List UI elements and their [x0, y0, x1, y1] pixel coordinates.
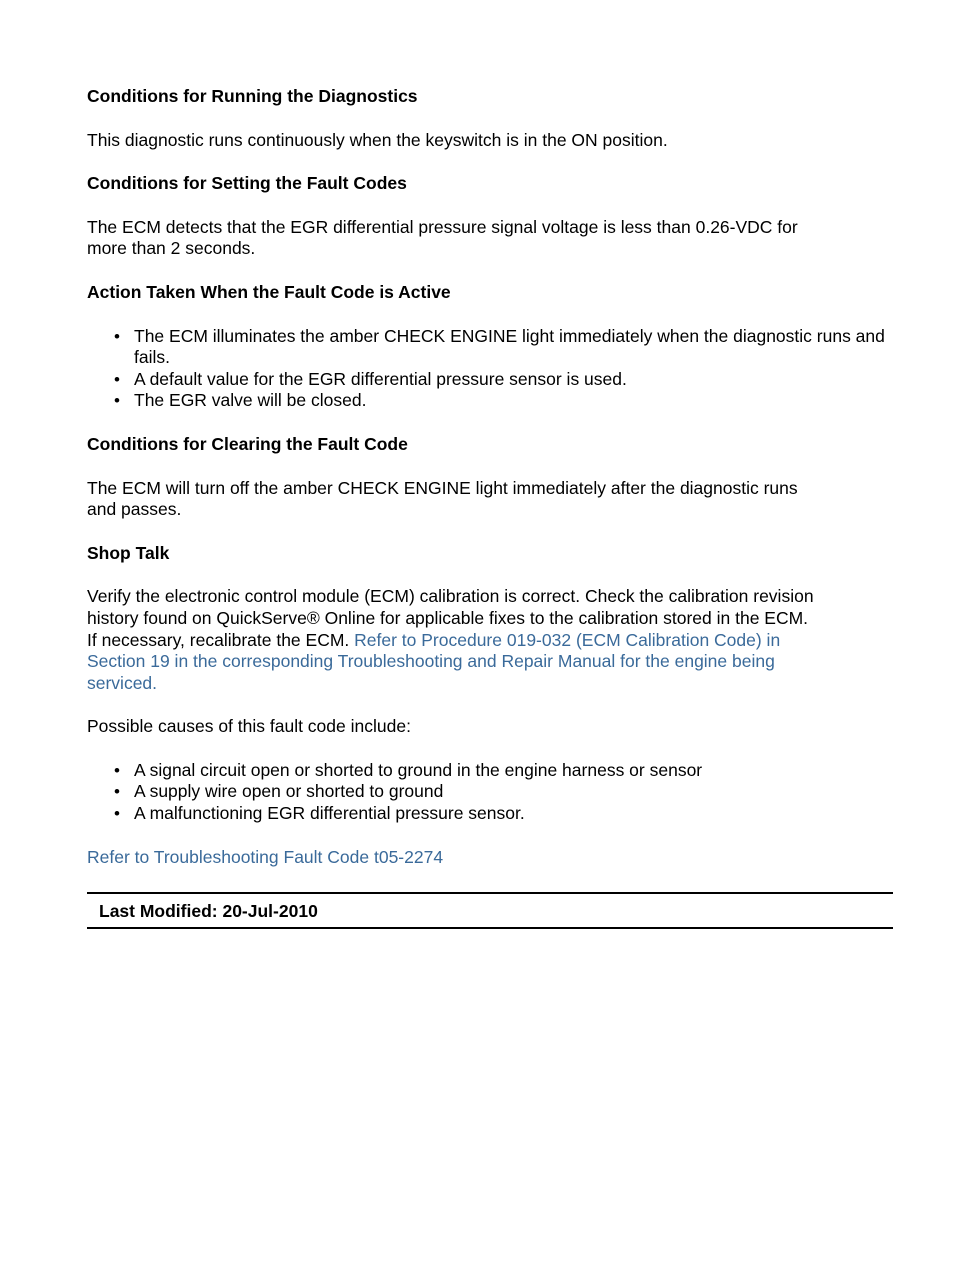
setting-fault-codes-text	[87, 217, 893, 260]
setting-line-2: more than 2 seconds.	[87, 238, 256, 259]
list-item	[134, 326, 894, 369]
fault-code-t05-2274-link[interactable]: Refer to Troubleshooting Fault Code t05-2274	[87, 846, 444, 867]
footer-top-divider	[87, 892, 893, 894]
heading-setting-fault-codes: Conditions for Setting the Fault Codes	[87, 173, 407, 194]
list-item	[134, 390, 893, 412]
link-text-part-3: serviced.	[87, 672, 158, 693]
shop-talk-line-1: Verify the electronic control module (ECM) calibration is correct. Check the calibration revision	[87, 586, 814, 607]
setting-line-1: The ECM detects that the EGR differential pressure signal voltage is less than 0.26-VDC for	[87, 216, 798, 237]
heading-action-taken: Action Taken When the Fault Code is Active	[87, 281, 451, 302]
list-item-text: A malfunctioning EGR differential pressure sensor.	[134, 803, 525, 824]
possible-causes-intro: Possible causes of this fault code include:	[87, 716, 411, 737]
list-item-text: The EGR valve will be closed.	[134, 390, 367, 411]
shop-talk-text	[87, 586, 893, 694]
list-item-text: A supply wire open or shorted to ground	[134, 781, 444, 802]
heading-shop-talk: Shop Talk	[87, 542, 170, 563]
list-item-text: The ECM illuminates the amber CHECK ENGINE light immediately when the diagnostic runs and fails.	[134, 325, 885, 368]
clearing-line-1: The ECM will turn off the amber CHECK ENGINE light immediately after the diagnostic runs	[87, 477, 798, 498]
clearing-fault-code-text	[87, 478, 893, 521]
footer-bottom-divider	[87, 927, 893, 929]
heading-clearing-fault-code: Conditions for Clearing the Fault Code	[87, 433, 408, 454]
document-body	[87, 86, 893, 868]
list-item	[134, 369, 893, 391]
shop-talk-line-2: history found on QuickServe® Online for applicable fixes to the calibration stored in the ECM.	[87, 607, 809, 628]
link-text-part-1: Refer to Procedure 019-032 (ECM Calibration Code) in	[354, 629, 781, 650]
causes-bullet-list	[87, 760, 893, 825]
list-item	[134, 760, 893, 782]
clearing-line-2: and passes.	[87, 499, 182, 520]
list-item-text: A signal circuit open or shorted to ground in the engine harness or sensor	[134, 759, 703, 780]
heading-running-diagnostics: Conditions for Running the Diagnostics	[87, 86, 418, 106]
list-item	[134, 803, 893, 825]
action-bullet-list	[87, 326, 893, 412]
troubleshooting-ref-paragraph	[87, 847, 893, 869]
list-item	[134, 781, 893, 803]
link-text-part-2: Section 19 in the corresponding Troubleshooting and Repair Manual for the engine being	[87, 651, 775, 672]
shop-talk-line-3: If necessary, recalibrate the ECM.	[87, 629, 355, 650]
last-modified-label: Last Modified: 20-Jul-2010	[99, 901, 318, 921]
list-item-text: A default value for the EGR differential pressure sensor is used.	[134, 368, 627, 389]
running-diagnostics-text: This diagnostic runs continuously when the keyswitch is in the ON position.	[87, 129, 668, 150]
